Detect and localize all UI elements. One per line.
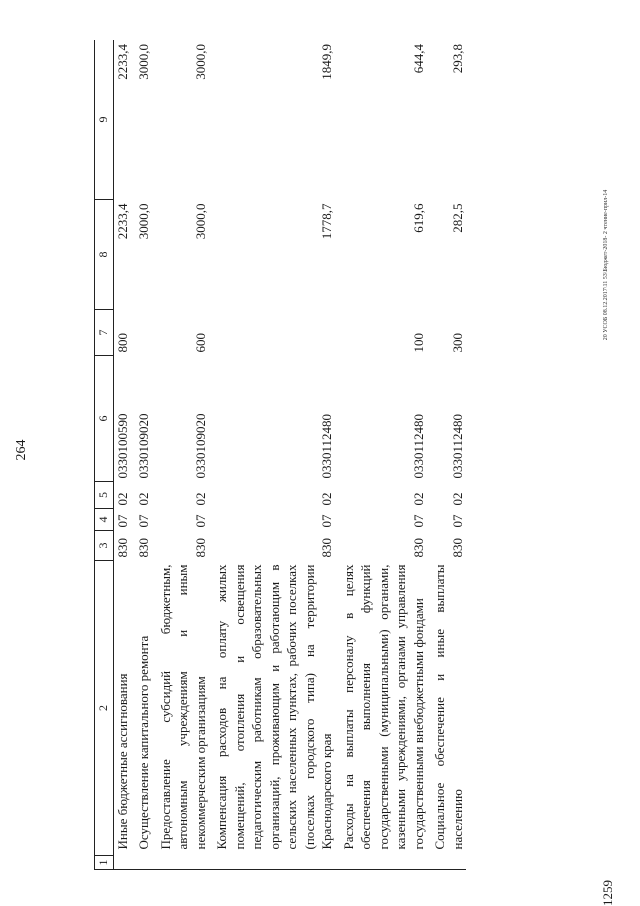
column-header: 9 <box>95 40 114 200</box>
expense-name: Расходы на выплаты персоналу в целях обеспечения выполнения функций государственными (муниципальными) органами, казенными учреждениями, органами управления государственными внебюджетными фондами <box>340 564 426 850</box>
table-row <box>113 40 131 870</box>
row-number-cell <box>427 856 466 870</box>
section-code: 07 <box>136 514 151 528</box>
table-row <box>336 40 428 870</box>
table-wrap <box>94 40 569 870</box>
subsection-code: 02 <box>410 492 426 506</box>
target-article-code: 0330112480 <box>410 413 426 479</box>
amount-year-1: 619,6 <box>410 203 426 233</box>
subsection-code: 02 <box>319 492 334 506</box>
ministry-code: 830 <box>114 538 130 558</box>
expense-type-code: 600 <box>192 333 208 353</box>
column-header: 4 <box>95 509 114 531</box>
page-number: 264 <box>14 439 29 461</box>
subsection-code: 02 <box>114 492 130 506</box>
subsection-code: 02 <box>449 492 465 506</box>
ministry-code: 830 <box>319 538 334 558</box>
ministry-code: 830 <box>410 538 426 558</box>
subsection-code: 02 <box>136 492 151 506</box>
table-row <box>427 40 466 870</box>
amount-year-2: 2233,4 <box>113 40 131 200</box>
table-region <box>94 40 569 870</box>
expense-name: Социальное обеспечение и иные выплаты населению <box>432 564 465 850</box>
budget-table <box>94 40 466 870</box>
table-row <box>131 40 153 870</box>
header-row <box>95 40 114 870</box>
ministry-code: 830 <box>136 538 151 558</box>
target-article-code: 0330112480 <box>319 413 334 479</box>
expense-name: Предоставление субсидий бюджетным, автономным учреждениям и иным некоммерческим организациям <box>157 564 208 850</box>
column-header: 3 <box>95 531 114 561</box>
amount-year-1: 3000,0 <box>192 203 208 240</box>
row-number-cell <box>336 856 428 870</box>
target-article-code: 0330109020 <box>136 413 151 479</box>
amount-year-1: 282,5 <box>449 203 465 233</box>
table-row <box>209 40 336 870</box>
section-code: 07 <box>114 514 130 528</box>
expense-type-code: 300 <box>449 333 465 353</box>
target-article-code: 0330112480 <box>449 413 465 479</box>
section-code: 07 <box>319 514 334 528</box>
ministry-code: 830 <box>449 538 465 558</box>
row-number-cell <box>131 856 153 870</box>
file-stamp: 20 УСОБ 08.12.2017\11 53\Бюджет-2018- 2 чтение-прил-14 <box>603 189 609 341</box>
target-article-code: 0330100590 <box>114 413 130 479</box>
section-code: 07 <box>410 514 426 528</box>
expense-name: Компенсация расходов на оплату жилых помещений, отопления и освещения педагогическим работникам образовательных организаций, проживающим и работающим в сельских населенных пунктах, рабочих поселках (поселках городского типа) на территории Краснодарского края <box>214 564 334 850</box>
expense-type-code <box>209 310 336 356</box>
row-number-cell <box>153 856 210 870</box>
section-code: 07 <box>192 514 208 528</box>
amount-year-1: 1778,7 <box>319 203 334 240</box>
target-article-code: 0330109020 <box>192 413 208 479</box>
column-header: 1 <box>95 856 114 870</box>
expense-type-code: 800 <box>114 333 130 353</box>
row-number-cell <box>209 856 336 870</box>
column-header: 5 <box>95 482 114 509</box>
amount-year-2: 3000,0 <box>153 40 210 200</box>
section-code: 07 <box>449 514 465 528</box>
amount-year-2: 3000,0 <box>131 40 153 200</box>
amount-year-2: 293,8 <box>427 40 466 200</box>
expense-name: Осуществление капитального ремонта <box>136 635 151 850</box>
expense-name: Иные бюджетные ассигнования <box>114 673 130 850</box>
amount-year-1: 3000,0 <box>136 203 151 240</box>
table-row <box>153 40 210 870</box>
column-header: 7 <box>95 310 114 356</box>
amount-year-2: 1849,9 <box>209 40 336 200</box>
expense-type-code <box>131 310 153 356</box>
row-number-cell <box>113 856 131 870</box>
subsection-code: 02 <box>192 492 208 506</box>
ministry-code: 830 <box>192 538 208 558</box>
amount-year-2: 644,4 <box>336 40 428 200</box>
sheet-number: 1259 <box>600 880 615 906</box>
column-header: 6 <box>95 356 114 482</box>
column-header: 8 <box>95 200 114 310</box>
column-header: 2 <box>95 561 114 856</box>
expense-type-code: 100 <box>410 333 426 353</box>
amount-year-1: 2233,4 <box>114 203 130 240</box>
